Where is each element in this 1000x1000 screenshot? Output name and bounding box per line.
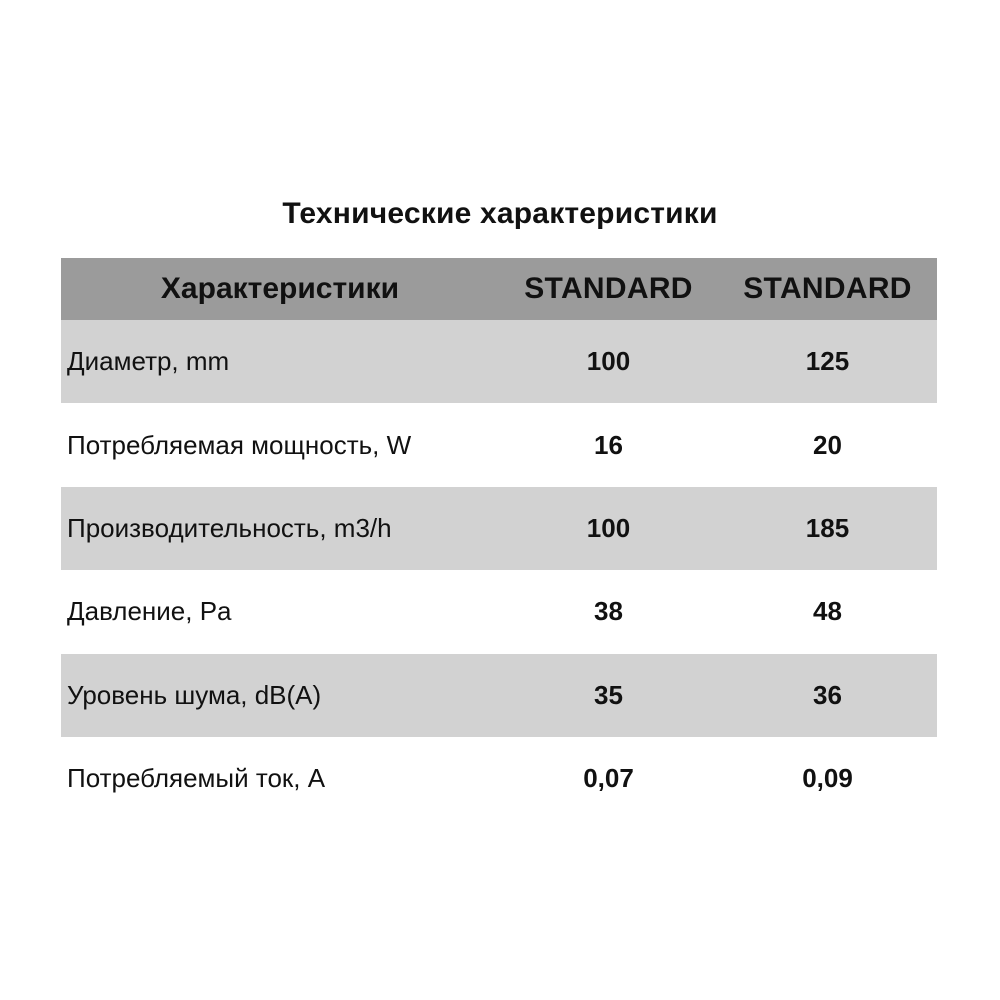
row-label: Потребляемый ток, A [67, 763, 326, 794]
row-label: Уровень шума, dB(A) [67, 679, 322, 710]
table-row [61, 570, 937, 653]
row-value-col2: 20 [813, 429, 842, 460]
row-label: Давление, Pa [67, 596, 232, 627]
table-row [61, 320, 937, 403]
row-value-col2: 185 [805, 512, 850, 543]
page-title: Технические характеристики [282, 197, 718, 230]
spec-table [61, 258, 937, 820]
row-value-col1: 35 [594, 679, 623, 710]
row-value-col2: 36 [813, 679, 842, 710]
row-value-col1: 16 [594, 429, 623, 460]
header-label: Характеристики [160, 272, 400, 305]
row-value-col1: 100 [586, 346, 631, 377]
row-value-col1: 0,07 [583, 763, 634, 794]
header-col1: STANDARD [524, 272, 693, 305]
row-value-col1: 38 [594, 596, 623, 627]
header-col2: STANDARD [743, 272, 912, 305]
row-label: Диаметр, mm [67, 346, 230, 377]
row-value-col2: 125 [805, 346, 850, 377]
row-label: Потребляемая мощность, W [67, 429, 412, 460]
table-row [61, 654, 937, 737]
row-value-col1: 100 [586, 512, 631, 543]
table-row [61, 403, 937, 486]
row-value-col2: 0,09 [802, 763, 853, 794]
row-label: Производительность, m3/h [67, 512, 392, 543]
table-row [61, 487, 937, 570]
row-value-col2: 48 [813, 596, 842, 627]
table-header-row [61, 258, 937, 320]
table-row [61, 737, 937, 820]
